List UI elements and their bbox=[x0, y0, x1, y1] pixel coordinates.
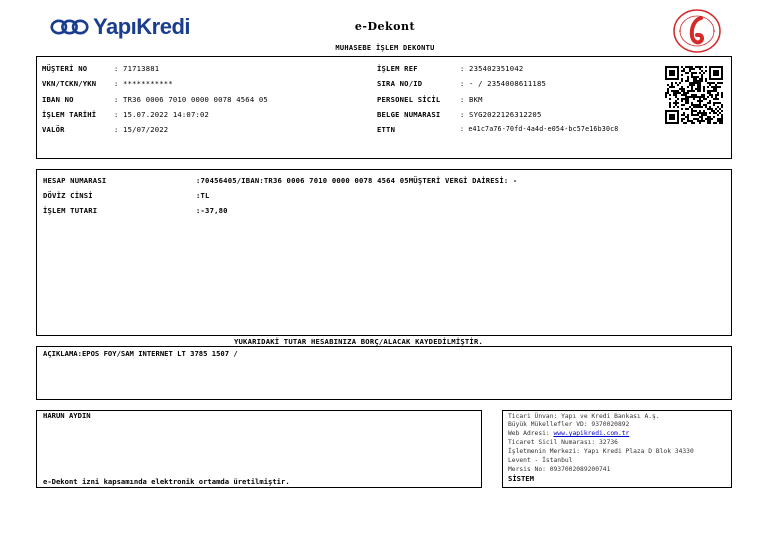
detail-value: :70456405/IBAN:TR36 0006 7010 0000 0078 4564 05MÜŞTERİ VERGİ DAİRESİ: - bbox=[196, 176, 518, 185]
info-right-value: : SYG2022126312205 bbox=[460, 110, 542, 119]
customer-name: HARUN AYDIN bbox=[43, 411, 91, 420]
info-left-value: : 15.07.2022 14:07:02 bbox=[114, 110, 210, 119]
info-right-label: İŞLEM REF bbox=[377, 64, 418, 73]
company-line: Levent - İstanbul bbox=[508, 457, 573, 464]
yapikredi-logo bbox=[50, 14, 190, 40]
company-line: Ticari Ünvan: Yapı ve Kredi Bankası A.ş. bbox=[508, 413, 660, 420]
info-right-value: : e41c7a76-70fd-4a4d-e054-bc57e16b30c8 bbox=[460, 125, 619, 133]
detail-value: :-37,80 bbox=[196, 206, 228, 215]
company-web-label: Web Adresi: bbox=[508, 430, 550, 437]
info-left-label: MÜŞTERİ NO bbox=[42, 64, 88, 73]
info-left-value: : TR36 0006 7010 0000 0078 4564 05 bbox=[114, 95, 268, 104]
brand-name: YapıKredi bbox=[93, 14, 190, 39]
detail-label: HESAP NUMARASI bbox=[43, 176, 107, 185]
info-left-value: : 15/07/2022 bbox=[114, 125, 169, 134]
info-right-label: BELGE NUMARASI bbox=[377, 110, 441, 119]
info-left-label: VKN/TCKN/YKN bbox=[42, 79, 97, 88]
company-web-link[interactable]: www.yapikredi.com.tr bbox=[553, 430, 630, 437]
info-left-label: VALÖR bbox=[42, 125, 65, 134]
detail-label: İŞLEM TUTARI bbox=[43, 206, 98, 215]
info-left-value: : 71713881 bbox=[114, 64, 160, 73]
system-label: SİSTEM bbox=[508, 474, 534, 483]
anniversary-seal-icon bbox=[672, 8, 722, 54]
info-right-value: : BKM bbox=[460, 95, 483, 104]
company-line: Büyük Mükellefler VD: 9370020892 bbox=[508, 421, 630, 428]
company-line: Mersis No: 0937002089200741 bbox=[508, 466, 611, 473]
company-web-row bbox=[508, 430, 629, 438]
company-line: Ticaret Sicil Numarası: 32736 bbox=[508, 439, 618, 446]
detail-label: DÖVİZ CİNSİ bbox=[43, 191, 93, 200]
info-right-label: PERSONEL SİCİL bbox=[377, 95, 441, 104]
detail-box bbox=[36, 169, 732, 336]
info-left-label: İŞLEM TARİHİ bbox=[42, 110, 97, 119]
info-left-value: : *********** bbox=[114, 79, 173, 88]
posting-notice: YUKARIDAKİ TUTAR HESABINIZA BORÇ/ALACAK KAYDEDİLMİŞTİR. bbox=[234, 337, 483, 346]
info-right-label: SIRA NO/ID bbox=[377, 79, 423, 88]
company-line: İşletmenin Merkezi: Yapı Kredi Plaza D Blok 34330 bbox=[508, 448, 694, 455]
info-right-label: ETTN bbox=[377, 125, 396, 134]
detail-value: :TL bbox=[196, 191, 210, 200]
info-right-value: : 235402351042 bbox=[460, 64, 524, 73]
qr-code-icon bbox=[665, 66, 723, 124]
e-dekont-note: e-Dekont izni kapsamında elektronik ortamda üretilmiştir. bbox=[43, 477, 290, 486]
document-subtitle: MUHASEBE İŞLEM DEKONTU bbox=[335, 44, 435, 52]
info-left-label: IBAN NO bbox=[42, 95, 74, 104]
brand-mark-icon bbox=[50, 16, 89, 38]
info-right-value: : - / 2354008611185 bbox=[460, 79, 547, 88]
description-text: AÇIKLAMA:EPOS FOY/SAM INTERNET LT 3785 1507 / bbox=[43, 349, 238, 358]
document-title: e-Dekont bbox=[354, 20, 416, 33]
